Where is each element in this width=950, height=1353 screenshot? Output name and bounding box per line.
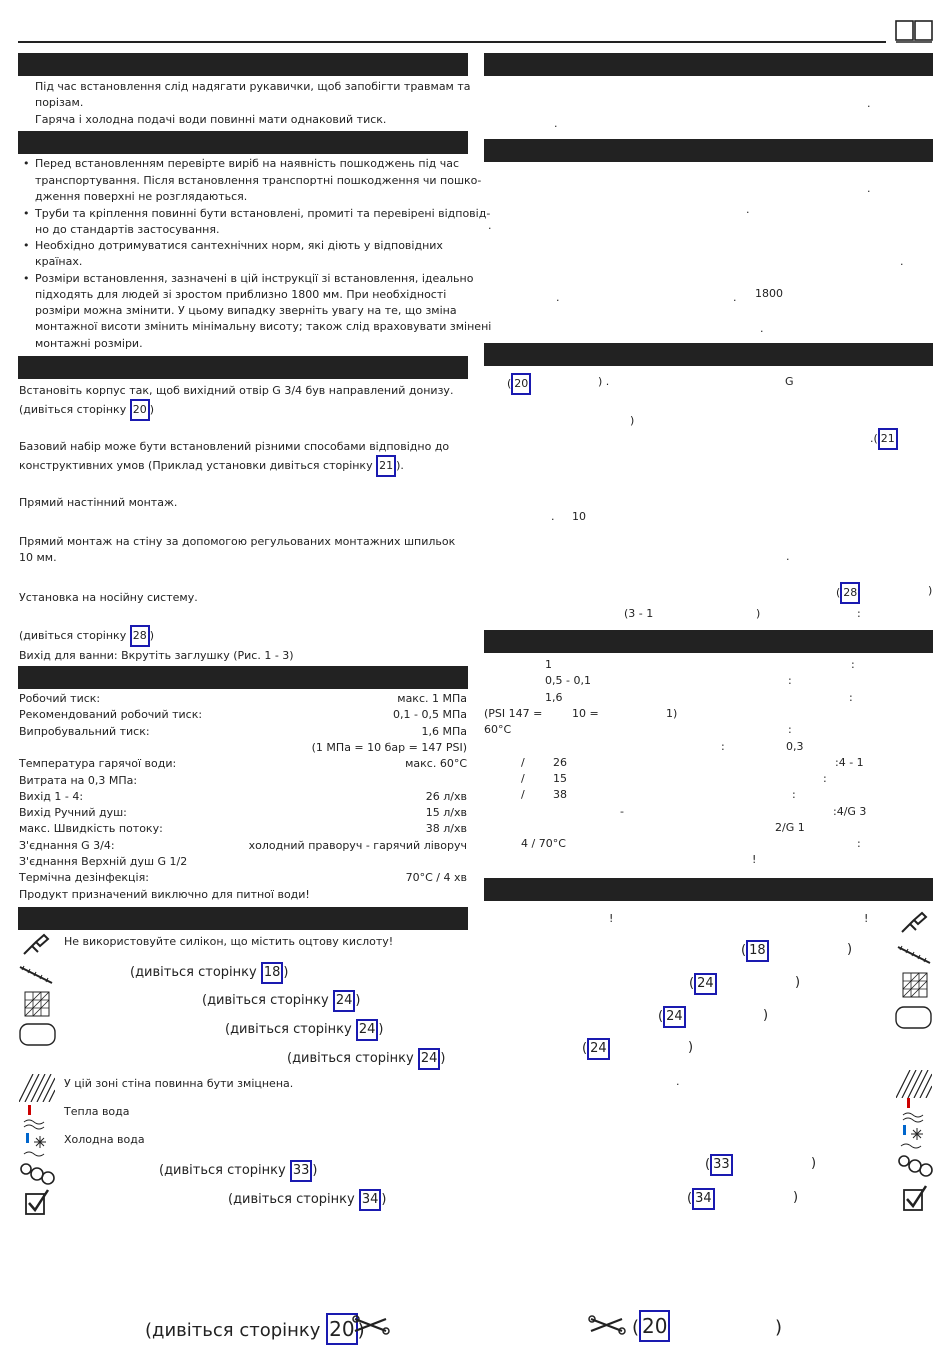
fittings-icon	[896, 1152, 934, 1181]
install-note: розміри можна змінити. У цьому випадку зверніть увагу на те, що зміна	[35, 304, 457, 317]
install-note: транспортування. Після встановлення транспортні пошкодження чи пошко-	[35, 174, 482, 187]
tech-row-label: Випробувальний тиск:	[19, 724, 150, 738]
paren: )	[795, 975, 801, 990]
assembly-ref-r: .( 21	[870, 428, 898, 450]
paren: ) .	[598, 375, 610, 388]
dot: .	[556, 291, 560, 304]
value-1800: 1800	[755, 287, 783, 300]
page-ref-link[interactable]: 20	[511, 373, 531, 395]
tech-row-value: (1 МПа = 10 бар = 147 PSI)	[311, 740, 467, 754]
tech-r: 4 / 70°C	[521, 837, 566, 850]
install-note: • Необхідно дотримуватися сантехнічних норм, які діють у відповідних	[35, 238, 443, 254]
assembly-text: Прямий монтаж на стіну за допомогою регульованих монтажних шпильок	[19, 535, 456, 548]
assembly-ref: (дивіться сторінку 20 )	[19, 399, 154, 421]
page-ref-link[interactable]: 24	[333, 990, 356, 1012]
section-header-safety-r	[484, 53, 933, 76]
paren: )	[775, 1317, 783, 1338]
tech-row-value: холодний праворуч - гарячий ліворуч	[248, 838, 467, 852]
tech-row-value: 0,1 - 0,5 МПа	[393, 708, 467, 722]
tech-r: :4 - 1	[835, 756, 864, 769]
tech-r: 10 =	[572, 707, 599, 720]
tech-r: 2/G 1	[775, 821, 805, 834]
page-ref-link[interactable]: 20	[130, 399, 150, 421]
tech-row-label: Температура гарячої води:	[19, 757, 177, 771]
section-header-install-notes	[18, 131, 468, 154]
value-G: G	[785, 375, 794, 388]
hatched-wall-icon	[19, 1074, 55, 1105]
colon: :	[849, 691, 853, 704]
dot: .	[551, 510, 555, 523]
symbol-ref: (дивіться сторінку 24 )	[202, 990, 360, 1012]
page-ref-link[interactable]: 28	[130, 625, 150, 647]
dot: .	[867, 97, 871, 110]
tech-r: (PSI 147 =	[484, 707, 543, 720]
page-ref-link[interactable]: 20	[639, 1310, 670, 1342]
section-header-tech-data-r	[484, 630, 933, 653]
grid-tile-icon	[24, 991, 50, 1020]
colon: :	[788, 723, 792, 736]
page-ref-link[interactable]: 34	[692, 1188, 715, 1210]
tech-row-value: макс. 60°C	[405, 757, 467, 771]
symbol-silicone-text: Не використовуйте силікон, що містить оцтову кислоту!	[64, 935, 394, 948]
tech-r: 1)	[666, 707, 678, 720]
page-ref-link[interactable]: 33	[710, 1154, 733, 1176]
assembly-text: Встановіть корпус так, щоб вихідний отвір G 3/4 був направлений донизу.	[19, 384, 454, 397]
safety-line: порізам.	[35, 96, 84, 109]
colon: :	[792, 788, 796, 801]
value-10: 10	[572, 510, 586, 523]
symbol-ref-r: ( 24	[582, 1038, 610, 1060]
ruler-icon	[896, 943, 932, 970]
dot: .	[867, 182, 871, 195]
bottom-ref-r: ( 20	[632, 1310, 670, 1342]
tech-row-value: 26 л/хв	[425, 789, 467, 803]
paren: )	[688, 1040, 694, 1055]
cold-water-icon	[22, 1132, 50, 1163]
paren: )	[763, 1008, 769, 1023]
dot: .	[760, 322, 764, 335]
dot: .	[786, 550, 790, 563]
paren: )	[630, 414, 635, 427]
tech-r: 38	[553, 788, 567, 801]
tech-r: 1,6	[545, 691, 563, 704]
page-ref-link[interactable]: 24	[663, 1006, 686, 1028]
tech-row-value: 38 л/хв	[425, 822, 467, 836]
slash: /	[521, 788, 525, 801]
tech-r: 15	[553, 772, 567, 785]
section-header-assembly-r	[484, 343, 933, 366]
colon: :	[851, 658, 855, 671]
tech-row-label: Робочий тиск:	[19, 692, 101, 705]
tech-row-label: Вихід Ручний душ:	[19, 806, 127, 820]
colon: :	[788, 674, 792, 687]
dot: .	[676, 1075, 680, 1088]
cold-water-icon	[899, 1124, 927, 1155]
tech-row-label: Термічна дезінфекція:	[19, 871, 149, 885]
colon: :	[823, 772, 827, 785]
grid-tile-icon	[902, 972, 928, 1001]
paren: )	[811, 1156, 817, 1171]
symbol-ref-r: ( 24	[658, 1006, 686, 1028]
assembly-text: Прямий настінний монтаж.	[19, 496, 178, 509]
install-note: дження поверхні не розглядаються.	[35, 190, 248, 203]
page-ref-link[interactable]: 34	[359, 1189, 382, 1211]
wrench-icon	[352, 1313, 390, 1342]
assembly-ref-r: ( 28	[836, 582, 860, 604]
colon: :	[857, 607, 861, 620]
tech-row-value: 15 л/хв	[425, 806, 467, 820]
symbol-wall-text: У цій зоні стіна повинна бути зміцнена.	[64, 1077, 294, 1090]
page-ref-link[interactable]: 33	[290, 1160, 313, 1182]
assembly-text: Базовий набір може бути встановлений різними способами відповідно до	[19, 440, 450, 453]
section-header-symbols-r	[484, 878, 933, 901]
dash: -	[620, 805, 624, 818]
slash: /	[521, 772, 525, 785]
tech-r: 60°C	[484, 723, 512, 736]
tech-row-value: макс. 1 МПа	[397, 692, 467, 705]
safety-line: Під час встановлення слід надягати рукавички, щоб запобігти травмам та	[35, 80, 471, 93]
dot: .	[488, 219, 492, 232]
manual-book-icon	[895, 20, 933, 47]
ruler-icon	[18, 963, 54, 990]
paren: )	[847, 942, 853, 957]
dot: .	[900, 255, 904, 268]
safety-line: Гаряча і холодна подачі води повинні мати однаковий тиск.	[35, 113, 387, 126]
symbol-cold-text: Холодна вода	[64, 1133, 145, 1146]
section-header-assembly	[18, 356, 468, 379]
page-ref-link[interactable]: 21	[878, 428, 898, 450]
install-note: • Труби та кріплення повинні бути встановлені, промиті та перевірені відповід-	[35, 206, 490, 222]
page-ref-link[interactable]: 24	[418, 1048, 441, 1070]
silicone-gun-icon	[22, 932, 50, 961]
rounded-rect-icon	[895, 1006, 933, 1033]
paren: )	[928, 584, 933, 597]
tech-row-value: 70°C / 4 хв	[405, 871, 467, 885]
install-note: • Розміри встановлення, зазначені в цій інструкції зі встановлення, ідеально	[35, 271, 473, 287]
warm-water-icon	[22, 1104, 46, 1133]
section-header-symbols	[18, 907, 468, 930]
tech-row-label: Вихід 1 - 4:	[19, 789, 84, 803]
page-ref-link[interactable]: 24	[694, 973, 717, 995]
section-header-safety	[18, 53, 468, 76]
page-ref-link[interactable]: 28	[840, 582, 860, 604]
assembly-text: Вихід для ванни: Вкрутіть заглушку (Рис. 1 - 3)	[19, 649, 294, 662]
assembly-text: Установка на носійну систему.	[19, 591, 198, 604]
tech-r: :4/G 3	[833, 805, 867, 818]
tech-row-label: Продукт призначений виключно для питної води!	[19, 887, 310, 901]
dot: .	[746, 203, 750, 216]
assembly-ref: конструктивних умов (Приклад установки дивіться сторінку 21 ).	[19, 455, 404, 477]
assembly-text: 10 мм.	[19, 551, 57, 564]
page-ref-link[interactable]: 20	[326, 1313, 357, 1345]
tech-row-label: З'єднання Верхній душ G 1/2	[19, 855, 188, 868]
install-note: країнах.	[35, 255, 83, 268]
symbol-ref: (дивіться сторінку 18 )	[130, 962, 288, 984]
colon: :	[721, 740, 725, 753]
checkbox-icon	[902, 1184, 928, 1215]
assembly-ref: (дивіться сторінку 28 )	[19, 625, 154, 647]
exclaim: !	[864, 912, 869, 925]
checkbox-icon	[24, 1188, 50, 1219]
tech-row-value: 1,6 МПа	[421, 724, 467, 738]
symbol-ref: (дивіться сторінку 24 )	[287, 1048, 445, 1070]
paren: )	[756, 607, 761, 620]
tech-row-label: З'єднання G 3/4:	[19, 838, 115, 852]
tech-r: 26	[553, 756, 567, 769]
colon: :	[857, 837, 861, 850]
exclaim: !	[752, 853, 757, 866]
slash: /	[521, 756, 525, 769]
rounded-rect-icon	[19, 1023, 57, 1050]
tech-row-label: Витрата на 0,3 МПа:	[19, 773, 138, 787]
install-note: монтажної висоти змінить мінімальну висоту; також слід враховувати змінені	[35, 320, 492, 333]
header-rule	[18, 41, 886, 43]
tech-row-label: макс. Швидкість потоку:	[19, 822, 163, 836]
install-note: • Перед встановленням перевірте виріб на наявність пошкоджень під час	[35, 156, 459, 172]
symbol-ref: (дивіться сторінку 33 )	[159, 1160, 317, 1182]
symbol-ref-r: ( 18	[741, 940, 769, 962]
tech-r: 0,5 - 0,1	[545, 674, 591, 687]
value-31: (3 - 1	[624, 607, 654, 620]
install-note: но до стандартів застосування.	[35, 223, 220, 236]
page-ref-link[interactable]: 18	[261, 962, 284, 984]
fittings-icon	[18, 1160, 56, 1189]
symbol-warm-text: Тепла вода	[64, 1105, 130, 1118]
section-header-install-notes-r	[484, 139, 933, 162]
install-note: підходять для людей зі зростом приблизно 1800 мм. При необхідності	[35, 288, 447, 301]
tech-r: 1	[545, 658, 552, 671]
bottom-ref: (дивіться сторінку 20 )	[145, 1313, 365, 1345]
wrench-icon	[588, 1313, 626, 1342]
assembly-ref-r: ( 20	[507, 373, 531, 395]
page-ref-link[interactable]: 18	[746, 940, 769, 962]
silicone-gun-icon	[900, 910, 928, 939]
symbol-ref: (дивіться сторінку 24 )	[225, 1019, 383, 1041]
symbol-ref-r: ( 24	[689, 973, 717, 995]
tech-row-label: Рекомендований робочий тиск:	[19, 708, 203, 722]
symbol-ref-r: ( 34	[687, 1188, 715, 1210]
warm-water-icon	[901, 1097, 925, 1126]
install-note: монтажні розміри.	[35, 337, 143, 350]
exclaim: !	[609, 912, 614, 925]
page-ref-link[interactable]: 21	[376, 455, 396, 477]
section-header-tech-data	[18, 666, 468, 689]
symbol-ref: (дивіться сторінку 34 )	[228, 1189, 386, 1211]
paren: )	[793, 1190, 799, 1205]
page-ref-link[interactable]: 24	[587, 1038, 610, 1060]
dot: .	[733, 291, 737, 304]
tech-r: 0,3	[786, 740, 804, 753]
page-ref-link[interactable]: 24	[356, 1019, 379, 1041]
dot: .	[554, 117, 558, 130]
symbol-ref-r: ( 33	[705, 1154, 733, 1176]
